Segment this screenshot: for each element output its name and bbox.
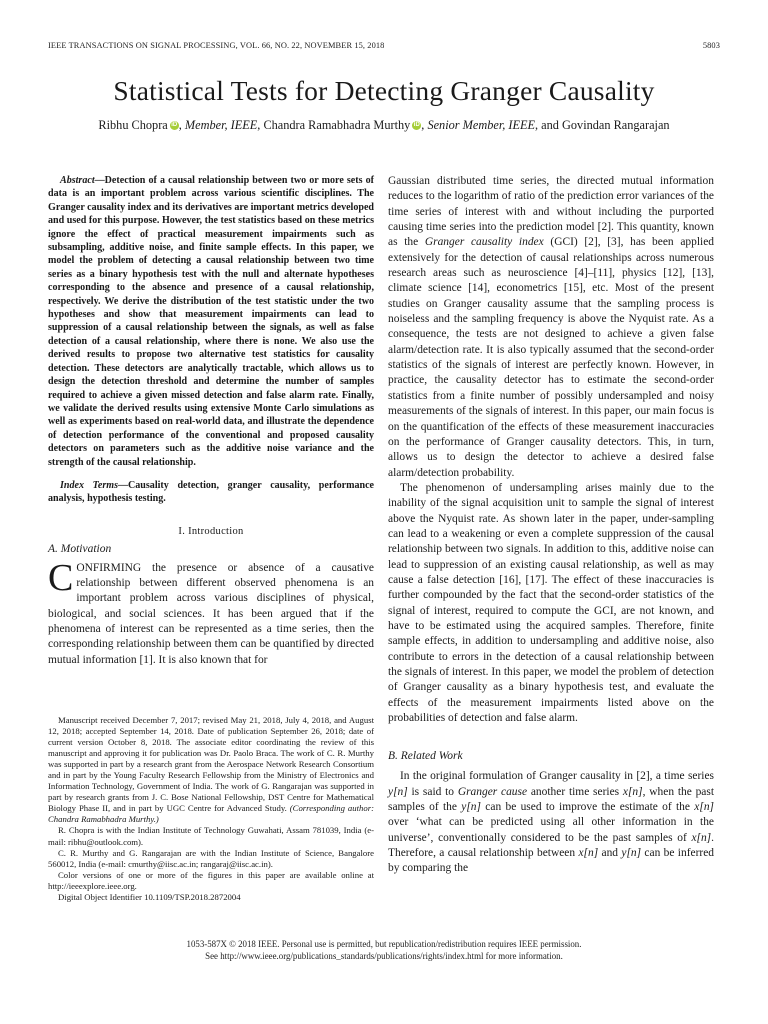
author-1-role: Member, IEEE <box>184 118 258 132</box>
p3-text: is said to <box>407 785 458 798</box>
copyright-line-2: See http://www.ieee.org/publications_standards/publications/rights/index.html for more information. <box>205 950 563 961</box>
author-conjunction: , and <box>535 118 563 132</box>
math-x: x[n] <box>622 785 643 798</box>
math-x: x[n] <box>694 801 714 814</box>
right-paragraph-3 <box>388 769 714 876</box>
index-terms-text: —Causality detection, granger causality, performance analysis, hypothesis testing. <box>48 479 375 505</box>
right-paragraph-2: The phenomenon of undersampling arises mainly due to the inability of the signal acquisition unit to sample the signal of interest above the Nyquist rate. As shown later in the paper, under-sampling can lead to a weakening or even a complete suppression of the causal relationship between two signals. In addition to this, additive noise can lead to suppression of an existing causal relationship, as well as may cause a false detection [16], [17]. The effect of these inaccuracies is further compounded by the fact that the second-order statistics of the signal of interest, required to compute the GCI, are not known, and have to be estimated using the acquired samples. Therefore, finite sample effects, in addition to undersampling and additive noise, also contribute to errors in the detection of a causal relationship between the signals of interest. In this paper, we model the problem of detection of Granger causality as a binary hypothesis test, and evaluate the effects of the measurement impairments listed above on the probabilities of detection and false alarm. <box>388 481 714 725</box>
abstract <box>48 174 374 469</box>
subsection-related-work: B. Related Work <box>388 750 463 763</box>
p3-text: . Therefore, a causal relationship between <box>388 831 714 860</box>
orcid-icon[interactable]: iD <box>171 122 178 128</box>
drop-cap: C <box>48 556 74 599</box>
footnote-manuscript <box>48 715 374 825</box>
right-column <box>388 174 714 877</box>
p3-text: another time series <box>527 785 623 798</box>
index-terms <box>48 479 374 506</box>
footnote-affiliation-1: R. Chopra is with the Indian Institute of Technology Guwahati, Assam 781039, India (e-mail: ribhu@outlook.com). <box>48 825 374 847</box>
section-heading-introduction: I. Introduction <box>178 525 244 537</box>
right-paragraph-1 <box>388 174 714 481</box>
math-y: y[n] <box>621 847 642 860</box>
math-x: x[n] <box>578 847 599 860</box>
paper-title: Statistical Tests for Detecting Granger Causality <box>113 75 655 106</box>
orcid-icon[interactable]: iD <box>413 122 420 128</box>
abstract-lead: Abstract <box>60 175 95 186</box>
math-y: y[n] <box>461 801 481 814</box>
math-y: y[n] <box>388 785 408 798</box>
copyright-line-1: 1053-587X © 2018 IEEE. Personal use is permitted, but republication/redistribution requires IEEE permission. <box>186 939 582 949</box>
author-2-role: Senior Member, IEEE <box>427 118 536 132</box>
p3-text: and <box>598 847 622 860</box>
p3-text: over ‘what can be predicted using all other information in the universe’, conventionally considered to be the past samples of <box>388 816 714 844</box>
subsection-motivation: A. Motivation <box>48 542 112 555</box>
intro-paragraph <box>48 556 374 668</box>
p1-text-a: Gaussian distributed time series, the directed mutual information reduces to the logarithm of ratio of the prediction error variances of the time series of interest with and without including the purported causing time series into the prediction model [2]. This quantity, known as the <box>388 175 714 249</box>
p3-text: can be inferred by comparing the <box>388 847 714 875</box>
footnote-color: Color versions of one or more of the figures in this paper are available online at http://ieeexplore.ieee.org. <box>48 869 374 891</box>
running-header <box>48 41 720 50</box>
author-3-name: Govindan Rangarajan <box>562 118 670 132</box>
math-x: x[n] <box>691 831 712 844</box>
footnote-doi: Digital Object Identifier 10.1109/TSP.2018.2872004 <box>58 891 241 902</box>
abstract-text: —Detection of a causal relationship between two or more sets of data is an important problem across various scientific disciplines. The Granger causality index and its derivatives are important metrics developed and used for this purpose. However, the test statistics based on these metrics ignore the effect of practical measurement impairments such as subsampling, additive noise, and finite sample effects. In this paper, we model the problem of detecting a causal relationship between two time series as a binary hypothesis test with the null and alternate hypotheses corresponding to the absence and presence of a causal relationship, respectively. We derive the distribution of the test statistic under the two hypotheses and show that measurement impairments can lead to suppression of a causal relationship between the signals, as well as false detection of a causal relationship, where there is none. We also use the derived results to propose two alternative test statistics for causality detection. These detectors are analytically tractable, which allows us to design the detection threshold and determine the number of samples required to achieve a given missed detection and false alarm rate. Finally, we validate the derived results using extensive Monte Carlo simulations as well as experiments based on real-world data, and illustrate the dependence of detection performance of the conventional and proposed causality detectors on parameters such as the additive noise variance and the strength of the causal relationship. <box>48 175 374 468</box>
p1-text-b: (GCI) [2], [3], has been applied extensively for the detection of causal relationships across numerous research areas such as neuroscience [4]–[11], physics [12], [13], climate science [14], econometrics [15], etc. Most of the present studies on Granger causality assume that the sampling process is noiseless and the sampling frequency is above the Nyquist rate. As a consequence, the tests are not designed to achieve a given false alarm/detection rate. It is also typically assumed that the second-order statistics of the signals of interest are perfectly known. However, in practice, the causality detector has to estimate the second-order statistics from a finite number of possibly undersampled and noisy measurements of the signals of interest. In this paper, our main focus is on the quantification of the effects of these measurement inaccuracies on the performance of Granger causality detectors. This, in turn, allows us to design the detector to achieve a desired false alarm/detection probability. <box>388 236 714 479</box>
page-number: 5803 <box>702 41 720 50</box>
p3-text: can be used to improve the estimate of the <box>480 801 695 814</box>
p3-text: , when the past samples of the <box>388 785 715 814</box>
footnote-manuscript-text: Manuscript received December 7, 2017; revised May 21, 2018, July 4, 2018, and August 12, 2018; accepted September 14, 2018. Date of publication September 26, 2018; date of current version October 8, 2018. The associate editor coordinating the review of this manuscript and approving it for publication was Dr. Paolo Braca. The work of C. R. Murthy was supported in part by a research grant from the Aerospace Network Research Consortium and in part by the Young Faculty Research Fellowship from the Ministry of Electronics and Information Technology, Government of India. The work of G. Rangarajan was supported in part by research grants from J. C. Bose National Fellowship, DST Centre for Mathematical Biology Phase II, and in part by UGC Centre for Advanced Study. <box>48 715 374 814</box>
journal-header: IEEE TRANSACTIONS ON SIGNAL PROCESSING, VOL. 66, NO. 22, NOVEMBER 15, 2018 <box>48 41 385 50</box>
author-line: Ribhu Chopra iD , Member, IEEE, Chandra Ramabhadra Murthy iD , Senior Member, IEEE, and Govindan Rangarajan <box>98 118 670 132</box>
index-terms-lead: Index Terms <box>60 479 118 491</box>
copyright-notice <box>0 939 768 962</box>
left-column <box>48 174 374 668</box>
author-2-name: Chandra Ramabhadra Murthy <box>263 118 411 132</box>
author-1-name: Ribhu Chopra <box>98 118 168 132</box>
footnote-corresponding: (Corresponding author: Chandra Ramabhadra Murthy.) <box>48 803 374 825</box>
p3-emphasis: Granger cause <box>457 785 528 798</box>
intro-text: ONFIRMING the presence or absence of a causative relationship between different observed phenomena is an important problem across various disciplines of physical, biological, and social sciences. It has been argued that if the phenomena of interest can be represented as a time series, then the corresponding relationship between them can be quantified by directed mutual information [1]. It is also known that for <box>48 561 374 666</box>
p3-text: In the original formulation of Granger causality in [2], a time series <box>400 770 714 783</box>
footnotes <box>48 715 374 903</box>
footnote-affiliation-2: C. R. Murthy and G. Rangarajan are with the Indian Institute of Science, Bangalore 560012, India (e-mail: cmurthy@iisc.ac.in; rangaraj@iisc.ac.in). <box>48 847 374 869</box>
p1-emphasis: Granger causality index <box>424 236 544 249</box>
